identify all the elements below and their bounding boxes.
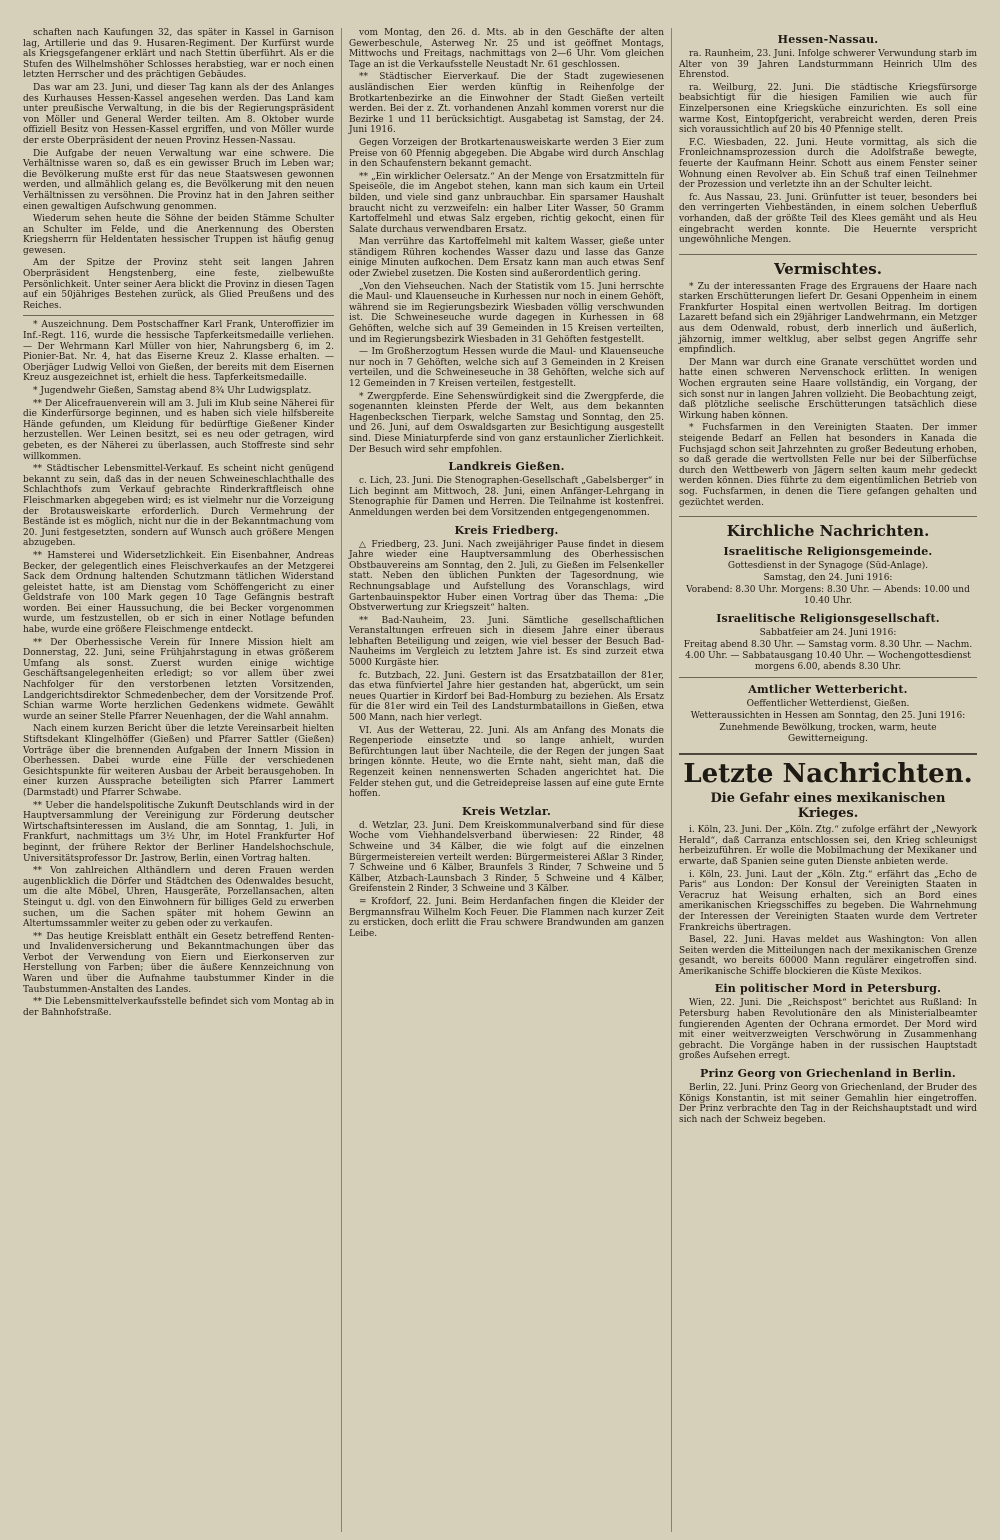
news-item: i. Köln, 23. Juni. Der „Köln. Ztg.“ zufolge erfährt der „Newyork Herald“, daß Carranza entschlossen sei, den Krieg schleunigst herbeizuführen. Er wolle die Mobilmachung der Mexikaner und erwarte, daß Spanien seine guten Dienste anbieten werde.	[679, 825, 977, 867]
divider	[23, 315, 334, 316]
columns-container	[16, 28, 986, 1532]
headline-prinz: Prinz Georg von Griechenland in Berlin.	[700, 1067, 956, 1081]
section-heading-letzte-nachrichten: Letzte Nachrichten.	[679, 753, 977, 789]
local-news-item: c. Lich, 23. Juni. Die Stenographen-Gesellschaft „Gabelsberger“ in Lich beginnt am Mittwoch, 28. Juni, einen Anfänger-Lehrgang in Stenographie für Damen und Herren. Die Teilnahme ist kostenfrei. Anmeldungen werden bei dem Vorsitzenden entgegengenommen.	[349, 476, 664, 518]
misc-news-item: * Fuchsfarmen in den Vereinigten Staaten. Der immer steigende Bedarf an Fellen hat besonders in Kanada die Fuchsjagd schon seit Jahrzehnten zu großer Bedeutung erhoben, so daß gerade die wertvollsten Felle nur bei der Silberfüchse durch den Wettbewerb von Jägern selten kaum mehr gedeckt werden können. Dies führte zu dem eigentümlichen Betrieb von sog. Fuchsfarmen, in denen die Tiere gefangen gehalten und gezüchtet werden.	[679, 423, 977, 508]
congregation-heading: Israelitische Religionsgemeinde.	[723, 545, 933, 559]
local-news-item: ** Das heutige Kreisblatt enthält ein Gesetz betreffend Renten- und Invalidenversicherung und Bekanntmachungen über das Verbot der Verwendung von Eiern und Eierkonserven zur Herstellung von Farben; über die äußere Kennzeichnung von Waren und über die Aufnahme taubstummer Kinder in die Taubstummen-Anstalten des Landes.	[23, 931, 334, 995]
article-paragraph: schaften nach Kaufungen 32, das später in Kassel in Garnison lag, Artillerie und das 9. Husaren-Regiment. Der Kurfürst wurde als Kriegsgefangener erklärt und nach Stettin überführt. Als er die Stufen des Wilhelmshöher Schlosses herabstieg, war er noch einen letzten Herrscher und des prächtigen Gebäudes.	[23, 28, 334, 81]
misc-news-item: * Zu der interessanten Frage des Ergrauens der Haare nach starken Erschütterungen liefert Dr. Gesani Oppenheim in einem Frankfurter Hospital einen wertvollen Beitrag. Im dortigen Lazarett befand sich ein 29jähriger Landwehrmann, ein Metzger aus dem Odenwald, robust, derb innerlich und äußerlich, jähzornig, immer weltklug, aber selbst gegen Angriffe sehr empfindlich.	[679, 281, 977, 356]
congregation-heading: Israelitische Religionsgesellschaft.	[716, 612, 940, 626]
service-date: Sabbatfeier am 24. Juni 1916:	[759, 628, 897, 639]
service-times: Vorabend: 8.30 Uhr. Morgens: 8.30 Uhr. — Abends: 10.00 und 10.40 Uhr.	[686, 585, 970, 607]
news-item: i. Köln, 23. Juni. Laut der „Köln. Ztg.“ erfährt das „Echo de Paris“ aus London: Der Konsul der Vereinigten Staaten in Veracruz hat Weisung erhalten, sich an Bord eines amerikanischen Kriegsschiffes zu begeben. Die Wahrnehmung der Interessen der Vereinigten Staaten wurde dem Vertreter Frankreichs übertragen.	[679, 869, 977, 933]
news-item: Wien, 22. Juni. Die „Reichspost“ berichtet aus Rußland: In Petersburg haben Revolutionäre den als Ministerialbeamter fungierenden Agenten der Ochrana ermordet. Der Mord wird mit einer weitverzweigten Verschwörung in Zusammenhang gebracht. Die Vorgänge haben in der russischen Hauptstadt großes Aufsehen erregt.	[679, 998, 977, 1062]
local-news-item: Nach einem kurzen Bericht über die letzte Vereinsarbeit hielten Stiftsdekant Klingelhöffer (Gießen) und Pfarrer Sattler (Gießen) Vorträge über die brennenden Aufgaben der Innern Mission in Oberhessen. Dabei wurde eine Fülle der verschiedenen Gesichtspunkte für weiteren Ausbau der Arbeit berausgehoben. In einer kurzen Aussprache beteiligten sich Pfarrer Lammert (Darmstadt) und Pfarrer Schwabe.	[23, 724, 334, 798]
local-news-item: * Jugendwehr Gießen, Samstag abend 8¾ Uhr Ludwigsplatz.	[33, 386, 312, 396]
local-news-item: ** „Ein wirklicher Oelersatz.“ An der Menge von Ersatzmitteln für Speiseöle, die im Angebot stehen, kann man sich kaum ein Urteil bilden, und viele sind ganz unbrauchbar. Ein sparsamer Haushalt braucht nicht zu verzweifeln: ein halber Liter Wasser, 50 Gramm Kartoffelmehl und etwas Salz ergeben, richtig gekocht, einen für Salate durchaus verwendbaren Ersatz.	[349, 171, 664, 235]
local-news-item: ** Städtischer Eierverkauf. Die der Stadt zugewiesenen ausländischen Eier werden künftig in Reihenfolge der Brotkartenbezirke an die Einwohner der Stadt Gießen verteilt werden. Bei der z. Zt. vorhandenen Anzahl kommen vorerst nur die Bezirke 1 und 11 berücksichtigt. Ausgabetag ist Samstag, der 24. Juni 1916.	[349, 72, 664, 136]
service-times: Freitag abend 8.30 Uhr. — Samstag vorm. 8.30 Uhr. — Nachm. 4.00 Uhr. — Sabbatausgang 10.40 Uhr. — Wochengottesdienst morgens 6.00, abends 8.30 Uhr.	[683, 640, 973, 673]
misc-news-item: Der Mann war durch eine Granate verschüttet worden und hatte einen schweren Nervenschock erlitten. In wenigen Wochen ergrauten seine Haare vollständig, ein Vorgang, der sich sonst nur in langen Jahren vollzieht. Die Beobachtung zeigt, daß plötzliche seelische Erschütterungen tatsächlich diese Wirkung haben können.	[679, 357, 977, 421]
weather-forecast: Zunehmende Bewölkung, trocken, warm, heute Gewitterneigung.	[719, 723, 937, 745]
column-right	[672, 28, 984, 1532]
headline-mord: Ein politischer Mord in Petersburg.	[714, 982, 942, 996]
article-paragraph: Die Aufgabe der neuen Verwaltung war eine schwere. Die Verhältnisse waren so, daß es ein gewisser Bruch im Leben war; die Bevölkerung mußte erst für das neue Staatswesen gewonnen werden, und allmählich gelang es, die Bevölkerung mit den neuen Verhältnissen zu versöhnen. Die Provinz hat in den Jahren seither einen gewaltigen Aufschwung genommen.	[23, 148, 334, 212]
local-news-item: vom Montag, den 26. d. Mts. ab in den Geschäfte der alten Gewerbeschule, Asterweg Nr. 25 und ist geöffnet Montags, Mittwochs und Freitags, nachmittags von 2—6 Uhr. Vom gleichen Tage an ist die Verkaufsstelle Neustadt Nr. 61 geschlossen.	[349, 28, 664, 70]
column-middle	[342, 28, 672, 1532]
local-news-item: ** Von zahlreichen Althändlern und deren Frauen werden augenblicklich die Dörfer und Städtchen des Odenwaldes besucht, um die alte Möbel, Uhren, Hausgeräte, Porzellansachen, alten Steingut u. dgl. von den Einwohnern für billiges Geld zu erwerben suchen, um die Sachen später mit hohem Gewinn an Altertumssammler weiter zu geben oder zu verkaufen.	[23, 866, 334, 930]
local-news-item: ** Bad-Nauheim, 23. Juni. Sämtliche gesellschaftlichen Veranstaltungen erfreuen sich in diesem Jahre einer überaus lebhaften Beteiligung und zeigen, wie viel besser der Besuch Bad-Nauheims im Vergleich zu letztem Jahre ist. Es sind zurzeit etwa 5000 Kurgäste hier.	[349, 615, 664, 669]
regional-news-item: F.C. Wiesbaden, 22. Juni. Heute vormittag, als sich die Fronleichnamsprozession durch die Adolfstraße bewegte, feuerte der Kaufmann Heinr. Schott aus einem Fenster seiner Wohnung einen Revolver ab. Ein Schuß traf einen Teilnehmer der Prozession und verletzte ihn an der Schulter leicht.	[679, 137, 977, 191]
section-heading-wetzlar: Kreis Wetzlar.	[461, 804, 552, 818]
weather-date: Wetteraussichten in Hessen am Sonntag, den 25. Juni 1916:	[690, 711, 966, 722]
local-news-item: VI. Aus der Wetterau, 22. Juni. Als am Anfang des Monats die Regenperiode einsetzte und so lange anhielt, wurden Befürchtungen laut über Nachteile, die der Regen der jungen Saat bringen könnte. Heute, wo die Ernte naht, sieht man, daß die Regenzeit keinen nennenswerten Schaden angerichtet hat. Die Felder stehen gut, und die Getreidepreise lassen auf eine gute Ernte hoffen.	[349, 725, 664, 800]
local-news-item: △ Friedberg, 23. Juni. Nach zweijähriger Pause findet in diesem Jahre wieder eine Hauptversammlung des Oberhessischen Obstbauvereins am Sonntag, den 2. Juli, zu Gießen im Felsenkeller statt. Neben den üblichen Punkten der Tagesordnung, wie Rechnungsablage und Aufstellung des Voranschlags, wird Gartenbauinspektor Huber einen Vortrag über das Thema: „Die Obstverwertung zur Kriegszeit“ halten.	[349, 539, 664, 614]
divider	[679, 677, 977, 678]
weather-service: Oeffentlicher Wetterdienst, Gießen.	[746, 699, 910, 710]
regional-news-item: ra. Weilburg, 22. Juni. Die städtische Kriegsfürsorge beabsichtigt für die hiesigen Familien wie auch für Einzelpersonen eine Kriegsküche einzurichten. Es soll eine warme Kost, Eintopfgericht, verabreicht werden, deren Preis sich voraussichtlich auf 20 bis 40 Pfennige stellt.	[679, 82, 977, 136]
news-item: Basel, 22. Juni. Havas meldet aus Washington: Von allen Seiten werden die Mitteilungen nach der mexikanischen Grenze gesandt, wo bereits 60000 Mann regulärer eingetroffen sind. Amerikanische Schiffe blockieren die Küste Mexikos.	[679, 935, 977, 977]
section-heading-vermischtes: Vermischtes.	[679, 254, 977, 278]
news-item: Berlin, 22. Juni. Prinz Georg von Griechenland, der Bruder des Königs Konstantin, ist mit seiner Gemahlin hier eingetroffen. Der Prinz verbrachte den Tag in der Reichshauptstadt und wird sich nach der Schweiz begeben.	[679, 1083, 977, 1125]
service-location: Gottesdienst in der Synagoge (Süd-Anlage).	[727, 561, 929, 572]
article-paragraph: Wiederum sehen heute die Söhne der beiden Stämme Schulter an Schulter im Felde, und die Anerkennung des Obersten Kriegsherrn für Heldentaten hessischer Truppen ist häufig genug gewesen.	[23, 214, 334, 256]
article-paragraph: Am der Spitze der Provinz steht seit langen Jahren Oberpräsident Hengstenberg, eine feste, zielbewußte Persönlichkeit. Unter seiner Aera blickt die Provinz in diesen Tagen auf ein 50jähriges Bestehen zurück, als Glied Preußens und des Reiches.	[23, 258, 334, 311]
local-news-item: fc. Butzbach, 22. Juni. Gestern ist das Ersatzbataillon der 81er, das etwa fünfviertel Jahre hier gestanden hat, abgerückt, um sein neues Quartier in Kirdorf bei Bad-Homburg zu beziehen. Als Ersatz für die 81er wird ein Teil des Landsturmbataillons in Gießen, etwa 500 Mann, nach hier verlegt.	[349, 670, 664, 724]
section-heading-friedberg: Kreis Friedberg.	[454, 523, 559, 537]
local-news-item: ** Ueber die handelspolitische Zukunft Deutschlands wird in der Hauptversammlung der Vereinigung zur Förderung deutscher Wirtschaftsinteressen im Ausland, die am Sonntag, 1. Juli, in Frankfurt, nachmittags um 3½ Uhr, im Hotel Frankfurter Hof beginnt, der frühere Rektor der Berliner Handelshochschule, Universitätsprofessor Dr. Jastrow, Berlin, einen Vortrag halten.	[23, 800, 334, 864]
column-left	[16, 28, 342, 1532]
local-news-item: ** Städtischer Lebensmittel-Verkauf. Es scheint nicht genügend bekannt zu sein, daß das in der neuen Schweineschlachthalle des Schlachthofs zum Verkauf gebrachte Rinderkraftfleisch ohne Fleischmarken abgegeben wird; es ist vielmehr nur die Vorzeigung der Brotausweiskarte erforderlich. Durch Vermehrung der Bestände ist es möglich, nicht nur die in der Bekanntmachung vom 20. Juni festgesetzten, sondern auf Wunsch auch größere Mengen abzugeben.	[23, 464, 334, 549]
local-news-item: ** Der Oberhessische Verein für Innere Mission hielt am Donnerstag, 22. Juni, seine Frühjahrstagung in etwas größerem Umfang als sonst. Zuerst wurden einige wichtige Geschäftsangelegenheiten erledigt; so vor allem über zwei Nachfolger für den verstorbenen letzten Vorsitzenden, Landgerichtsdirektor Schmedenbecher, dem der Vorsitzende Prof. Schian warme Worte herzlichen Gedenkens widmete. Gewählt wurde an seiner Stelle Pfarrer Neuenhagen, der die Wahl annahm.	[23, 637, 334, 722]
article-paragraph: Das war am 23. Juni, und dieser Tag kann als der des Anlanges des Kurhauses Hessen-Kassel angesehen werden. Das Land kam unter preußische Verwaltung, in die bis der Regierungspräsident von Möller und General Werder teilten. Am 8. Oktober wurde offiziell Besitz von Hessen-Kassel ergriffen, und von Möller wurde der erste Oberpräsident der neuen Provinz Hessen-Nassau.	[23, 82, 334, 146]
section-heading-kirchlich: Kirchliche Nachrichten.	[679, 516, 977, 540]
local-news-item: ** Der Alicefrauenverein will am 3. Juli im Klub seine Näherei für die Kinderfürsorge beginnen, und es haben sich viele hilfsbereite Hände gefunden, um Kleidung für bedürftige Gießener Kinder herzustellen. Wer Leinen besitzt, sei es neu oder getragen, wird gebeten, es der Näherei zu überlassen, auch Stoffreste sind sehr willkommen.	[23, 398, 334, 462]
service-date: Samstag, den 24. Juni 1916:	[763, 573, 893, 584]
local-news-item: = Krofdorf, 22. Juni. Beim Herdanfachen fingen die Kleider der Bergmannsfrau Wilhelm Koch Feuer. Die Flammen nach kurzer Zeit zu ersticken, doch erlitt die Frau schwere Brandwunden am ganzen Leibe.	[349, 896, 664, 939]
local-news-item: ** Die Lebensmittelverkaufsstelle befindet sich vom Montag ab in der Bahnhofstraße.	[23, 997, 334, 1018]
local-news-item: Gegen Vorzeigen der Brotkartenausweiskarte werden 3 Eier zum Preise von 60 Pfennig abgegeben. Die Abgabe wird durch Anschlag in den Schaufenstern bekannt gemacht.	[349, 137, 664, 170]
section-heading-nassau: Hessen-Nassau.	[777, 33, 879, 46]
local-news-item: „Von den Viehseuchen. Nach der Statistik vom 15. Juni herrschte die Maul- und Klauenseuche in Kurhessen nur noch in einem Gehöft, während sie im Regierungsbezirk Wiesbaden völlig verschwunden ist. Die Schweineseuche wurde dagegen in Kurhessen in 68 Gehöften, welche sich auf 39 Gemeinden in 15 Kreisen verteilten, und im Regierungsbezirk Wiesbaden in 31 Gehöften festgestellt.	[349, 281, 664, 345]
section-heading-landkreis: Landkreis Gießen.	[448, 460, 565, 474]
local-news-item: * Zwergpferde. Eine Sehenswürdigkeit sind die Zwergpferde, die sogenannten kleinsten Pferde der Welt, aus dem bekannten Hagenbeckschen Tierpark, welche Samstag und Sonntag, den 25. und 26. Juni, auf dem Oswaldsgarten zur Besichtigung ausgestellt sind. Diese Miniaturpferde sind von ganz erstaunlicher Zierlichkeit. Der Besuch wird sehr empfohlen.	[349, 391, 664, 455]
regional-news-item: fc. Aus Nassau, 23. Juni. Grünfutter ist teuer, besonders bei den verringerten Viehbeständen, in einem solchen Ueberfluß vorhanden, daß der größte Teil des Klees gemäht und als Heu eingebracht werden konnte. Die Heuernte verspricht ungewöhnliche Mengen.	[679, 192, 977, 246]
local-news-item: — Im Großherzogtum Hessen wurde die Maul- und Klauenseuche nur noch in 7 Gehöften, welche sich auf 3 Gemeinden in 2 Kreisen verteilen, und die Schweineseuche in 38 Gehöften, welche sich auf 12 Gemeinden in 7 Kreisen verteilen, festgestellt.	[349, 347, 664, 389]
local-news-item: d. Wetzlar, 23. Juni. Dem Kreiskommunalverband sind für diese Woche vom Viehhandelsverband überwiesen: 22 Rinder, 48 Schweine und 34 Kälber, die wie folgt auf die einzelnen Bürgermeistereien verteilt werden: Bürgermeisterei Aßlar 3 Rinder, 7 Schweine und 6 Kälber, Braunfels 3 Rinder, 7 Schweine und 5 Kälber, Atzbach-Launsbach 3 Rinder, 5 Schweine und 4 Kälber, Greifenstein 2 Rinder, 3 Schweine und 3 Kälber.	[349, 820, 664, 895]
local-news-item: ** Hamsterei und Widersetzlichkeit. Ein Eisenbahner, Andreas Becker, der gelegentlich eines Fleischverkaufes an der Metzgerei Sack dem Ordnung haltenden Schutzmann tätlichen Widerstand geleistet hatte, ist am Dienstag vom Schöffengericht zu einer Geldstrafe von 100 Mark gegen 10 Tage Gefängnis bestraft worden. Bei einer Haussuchung, die bei Becker vorgenommen wurde, um festzustellen, ob er sich in einer Notlage befunden habe, wurde eine größere Fleischmenge entdeckt.	[23, 550, 334, 636]
local-news-item: Man verrühre das Kartoffelmehl mit kaltem Wasser, gieße unter ständigem Rühren kochendes Wasser dazu und lasse das Ganze einige Minuten aufkochen. Dem Ersatz kann man auch etwas Senf oder Zwiebel zusetzen. Die Kosten sind außerordentlich gering.	[349, 237, 664, 280]
section-heading-wetter: Amtlicher Wetterbericht.	[748, 683, 908, 697]
local-news-item: * Auszeichnung. Dem Postschaffner Karl Frank, Unteroffizier im Inf.-Regt. 116, wurde die hessische Tapferkeitsmedaille verliehen. — Der Wehrmann Karl Müller von hier, Nahrungsberg 6, im 2. Pionier-Bat. Nr. 4, hat das Eiserne Kreuz 2. Klasse erhalten. — Oberjäger Ludwig Velloi von Gießen, der bereits mit dem Eisernen Kreuz ausgezeichnet ist, erhielt die hess. Tapferkeitsmedaille.	[23, 320, 334, 384]
regional-news-item: ra. Raunheim, 23. Juni. Infolge schwerer Verwundung starb im Alter von 39 Jahren Landsturmmann Heinrich Ulm des Ehrenstod.	[679, 49, 977, 81]
headline-mexiko: Die Gefahr eines mexikanischen Krieges.	[710, 791, 946, 822]
